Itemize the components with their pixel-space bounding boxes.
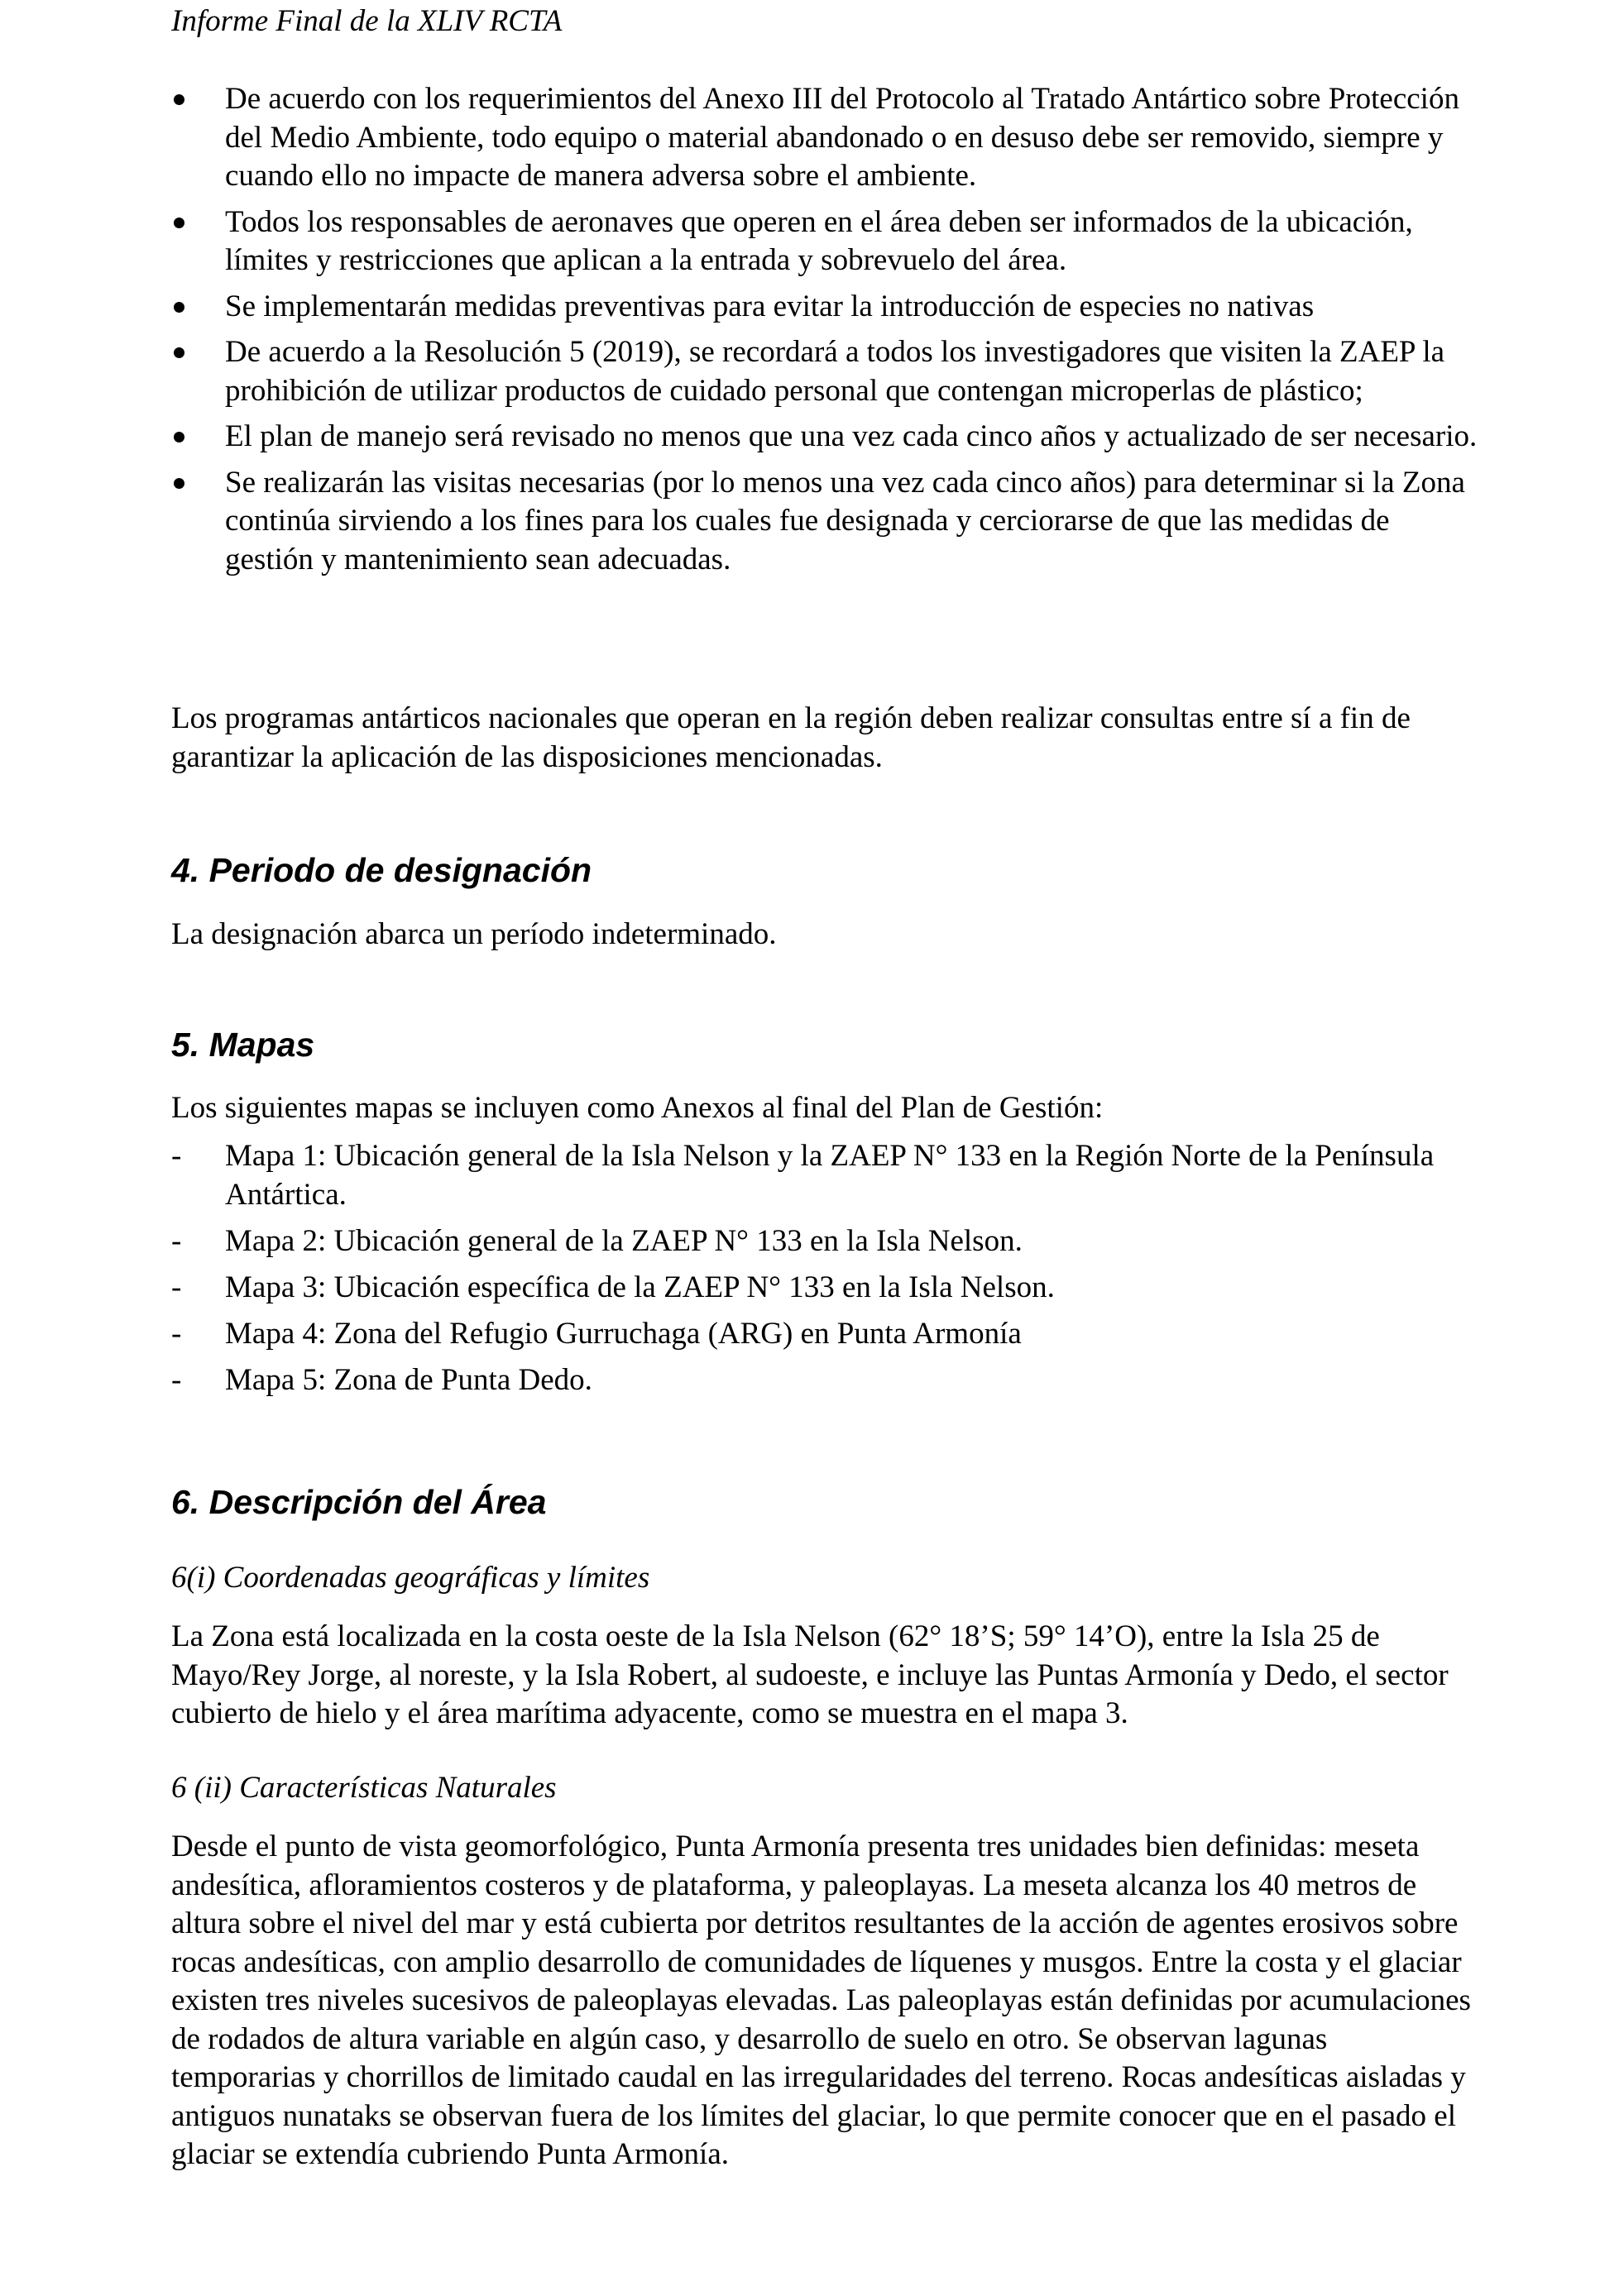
list-item	[171, 1361, 1478, 1400]
bullet-text: De acuerdo con los requerimientos del Anexo III del Protocolo al Tratado Antártico sobre Protección del Medio Ambiente, todo equipo o material abandonado o en desuso debe ser removido, siempre y cuando ello no impacte de manera adversa sobre el ambiente.	[225, 82, 1459, 193]
list-item	[171, 1222, 1478, 1261]
bullet-text: Todos los responsables de aeronaves que operen en el área deben ser informados de la ubicación, límites y restricciones que aplican a la entrada y sobrevuelo del área.	[225, 204, 1413, 277]
bullet-icon	[174, 432, 184, 442]
list-item	[171, 418, 1478, 457]
map-item-text: Mapa 3: Ubicación específica de la ZAEP N° 133 en la Isla Nelson.	[225, 1270, 1055, 1304]
map-item-text: Mapa 4: Zona del Refugio Gurruchaga (ARG) en Punta Armonía	[225, 1316, 1022, 1351]
section-6-heading: 6. Descripción del Área	[171, 1483, 547, 1521]
section-4-text: La designación abarca un período indeterminado.	[171, 917, 777, 951]
section-5-intro: Los siguientes mapas se incluyen como Anexos al final del Plan de Gestión:	[171, 1091, 1104, 1125]
bullet-icon	[174, 94, 184, 105]
bullet-text: Se implementarán medidas preventivas para evitar la introducción de especies no nativas	[225, 289, 1315, 323]
map-list	[171, 1137, 1478, 1408]
list-item	[171, 1137, 1478, 1214]
section-6-subheading-coordinates: 6(i) Coordenadas geográficas y límites	[171, 1561, 650, 1595]
map-item-text: Mapa 5: Zona de Punta Dedo.	[225, 1362, 592, 1397]
section-5-heading: 5. Mapas	[171, 1026, 315, 1064]
list-item	[171, 333, 1478, 410]
section-4-heading: 4. Periodo de designación	[171, 851, 592, 889]
bullet-text: De acuerdo a la Resolución 5 (2019), se recordará a todos los investigadores que visiten la ZAEP la prohibición de utilizar productos de cuidado personal que contengan microperlas de plástico;	[225, 335, 1445, 408]
dash-marker: -	[171, 1270, 182, 1304]
dash-marker: -	[171, 1223, 182, 1258]
bullet-icon	[174, 347, 184, 358]
dash-marker: -	[171, 1362, 182, 1397]
dash-marker: -	[171, 1139, 182, 1173]
bullet-icon	[174, 218, 184, 228]
bullet-icon	[174, 478, 184, 489]
bullet-icon	[174, 302, 184, 313]
bullet-text: Se realizarán las visitas necesarias (por lo menos una vez cada cinco años) para determinar si la Zona continúa sirviendo a los fines para los cuales fue designada y cerciorarse de que las medidas de gestión y mantenimiento sean adecuadas.	[225, 465, 1465, 576]
bullet-text: El plan de manejo será revisado no menos que una vez cada cinco años y actualizado de ser necesario.	[225, 419, 1478, 453]
section-6-subheading-natural: 6 (ii) Características Naturales	[171, 1771, 557, 1805]
section-6-coordinates-text: La Zona está localizada en la costa oeste de la Isla Nelson (62° 18’S; 59° 14’O), entre la Isla 25 de Mayo/Rey Jorge, al noreste, y la Isla Robert, al sudoeste, e incluye las Puntas Armonía y Dedo, el sector cubierto de hielo y el área marítima adyacente, como se muestra en el mapa 3.	[171, 1619, 1449, 1730]
map-item-text: Mapa 2: Ubicación general de la ZAEP N° 133 en la Isla Nelson.	[225, 1223, 1023, 1258]
management-bullet-list	[171, 80, 1478, 586]
closing-paragraph: Los programas antárticos nacionales que operan en la región deben realizar consultas entre sí a fin de garantizar la aplicación de las disposiciones mencionadas.	[171, 701, 1411, 774]
running-header: Informe Final de la XLIV RCTA	[171, 4, 563, 38]
list-item	[171, 203, 1478, 280]
list-item	[171, 288, 1478, 327]
dash-marker: -	[171, 1316, 182, 1351]
list-item	[171, 1315, 1478, 1354]
map-item-text: Mapa 1: Ubicación general de la Isla Nelson y la ZAEP N° 133 en la Región Norte de la Península Antártica.	[225, 1139, 1435, 1212]
list-item	[171, 1269, 1478, 1308]
section-6-natural-text: Desde el punto de vista geomorfológico, Punta Armonía presenta tres unidades bien definidas: meseta andesítica, afloramientos costeros y de plataforma, y paleoplayas. La meseta alcanza los 40 metros de altura sobre el nivel del mar y está cubierta por detritos resultantes de la acción de agentes erosivos sobre rocas andesíticas, con amplio desarrollo de comunidades de líquenes y musgos. Entre la costa y el glaciar existen tres niveles sucesivos de paleoplayas elevadas. Las paleoplayas están definidas por acumulaciones de rodados de altura variable en algún caso, y desarrollo de suelo en otro. Se observan lagunas temporarias y chorrillos de limitado caudal en las irregularidades del terreno. Rocas andesíticas aisladas y antiguos nunataks se observan fuera de los límites del glaciar, lo que permite conocer que en el pasado el glaciar se extendía cubriendo Punta Armonía.	[171, 1830, 1471, 2171]
list-item	[171, 464, 1478, 580]
list-item	[171, 80, 1478, 196]
